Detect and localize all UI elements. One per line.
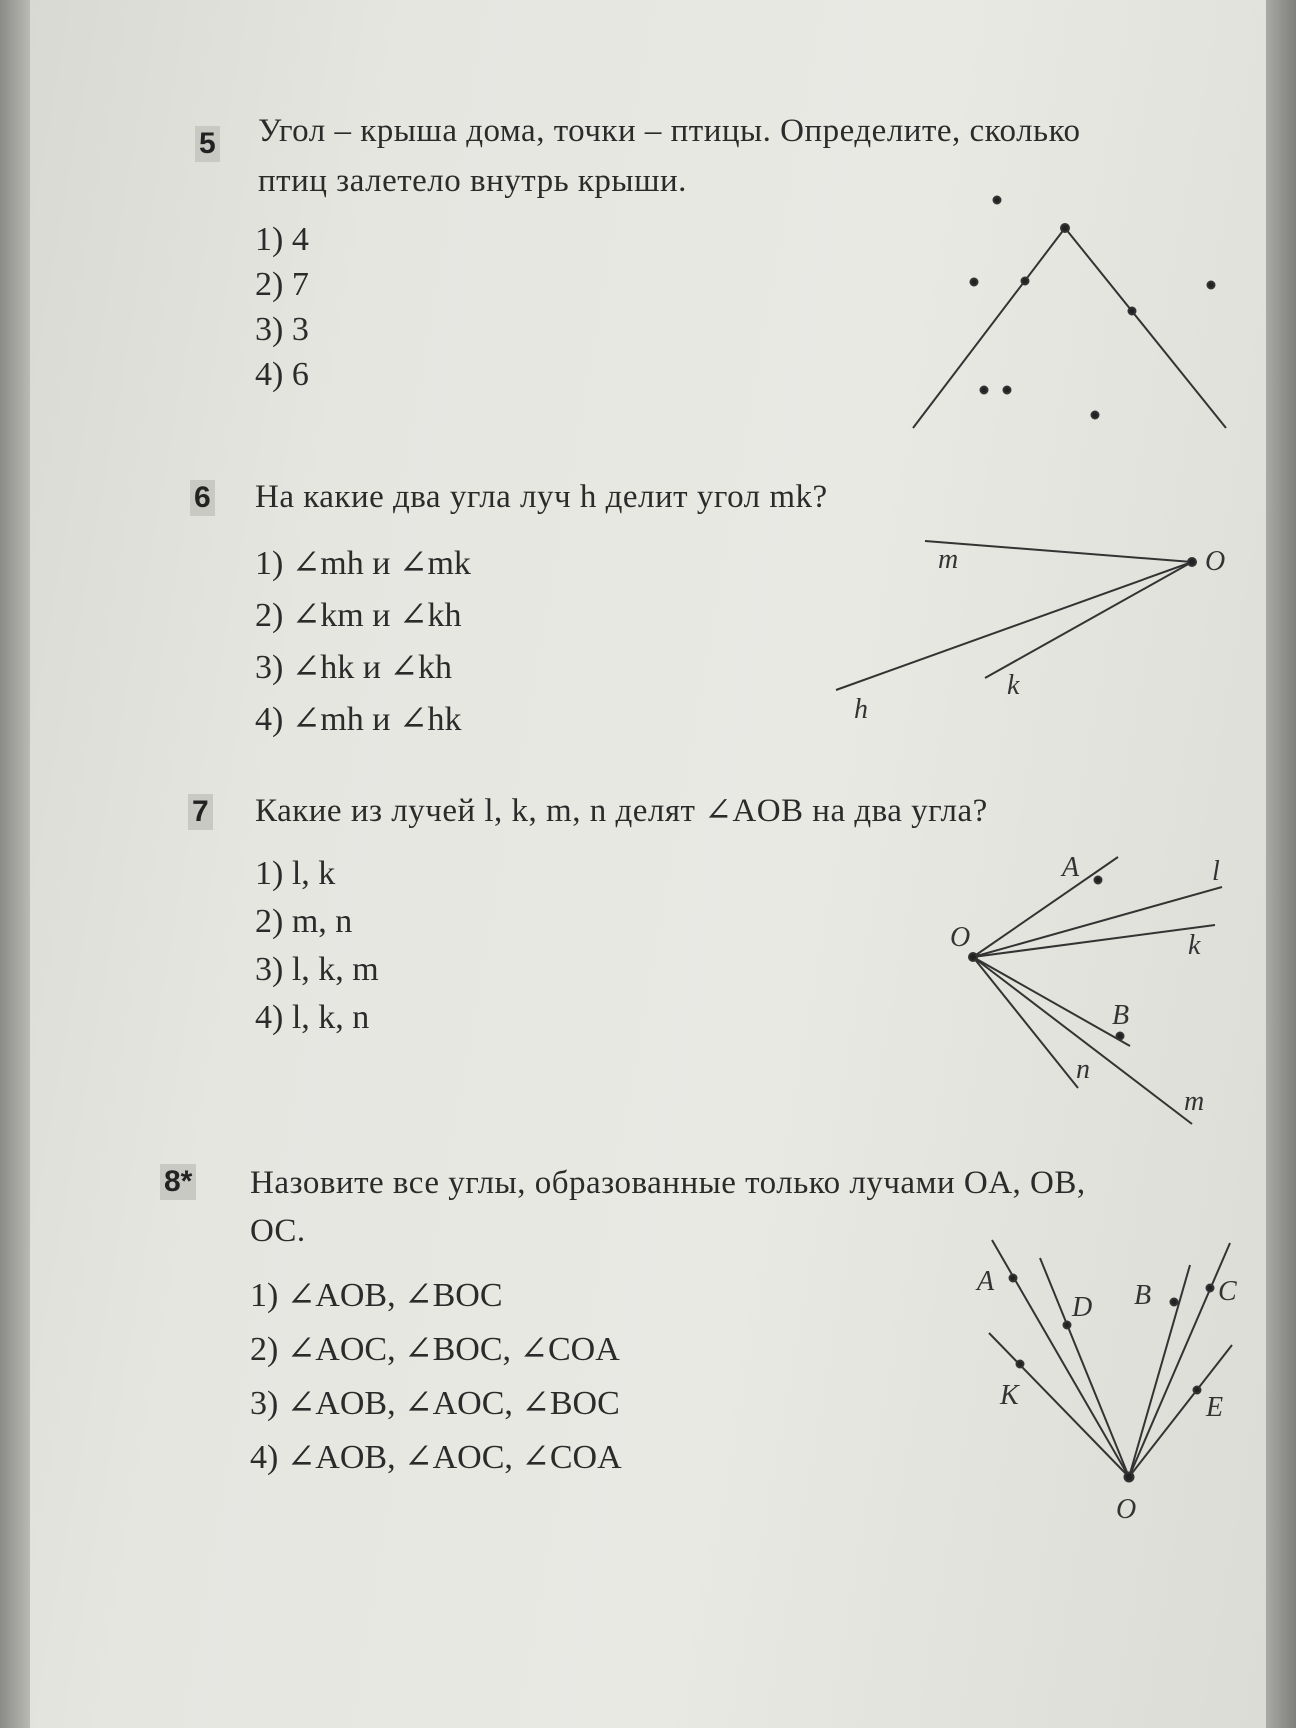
option-4: 4) l, k, n	[255, 999, 370, 1036]
ray-m	[973, 957, 1192, 1124]
bird-dot	[971, 279, 978, 286]
ray-k	[985, 562, 1192, 678]
point-b	[1117, 1033, 1124, 1040]
option-1: 1) 4	[255, 221, 309, 258]
ray-oc	[1129, 1243, 1230, 1477]
label-k: k	[1188, 930, 1201, 961]
angle-mk-figure	[836, 541, 1225, 725]
vertex-o	[969, 953, 977, 961]
point-a	[1010, 1275, 1017, 1282]
ray-od	[1040, 1258, 1129, 1477]
label-m: m	[1184, 1086, 1205, 1117]
point-c	[1207, 1285, 1214, 1292]
point-a	[1095, 877, 1102, 884]
option-4: 4) ∠mh и ∠hk	[255, 701, 462, 738]
rays-from-o-figure	[975, 1240, 1237, 1525]
label-k: k	[1007, 670, 1020, 701]
label-h: h	[854, 694, 868, 725]
roof-figure	[913, 197, 1226, 429]
question-text-cont: OC.	[250, 1213, 306, 1249]
option-4: 4) 6	[255, 356, 309, 393]
label-m: m	[938, 544, 959, 575]
option-1: 1) ∠mh и ∠mk	[255, 545, 471, 582]
point-e	[1194, 1387, 1201, 1394]
task-number: 6	[190, 480, 215, 516]
label-e: E	[1206, 1392, 1224, 1423]
roof-ray-right	[1065, 228, 1226, 428]
ray-m	[925, 541, 1192, 562]
ray-n	[973, 957, 1078, 1088]
label-d: D	[1072, 1292, 1093, 1323]
ray-ob	[973, 957, 1130, 1046]
ray-k	[973, 925, 1215, 957]
label-o: O	[950, 922, 971, 953]
label-n: n	[1076, 1054, 1090, 1085]
option-1: 1) l, k	[255, 855, 336, 892]
option-3: 3) l, k, m	[255, 951, 379, 988]
label-c: C	[1218, 1276, 1237, 1307]
label-a: A	[977, 1266, 995, 1297]
option-2: 2) ∠AOC, ∠BOC, ∠COA	[250, 1331, 620, 1368]
label-a: A	[1062, 852, 1080, 883]
label-o: O	[1205, 546, 1226, 577]
question-text: Угол – крыша дома, точки – птицы. Определите, сколько	[258, 113, 1081, 149]
option-3: 3) 3	[255, 311, 309, 348]
bird-dot	[981, 387, 988, 394]
ray-l	[973, 887, 1222, 957]
option-2: 2) m, n	[255, 903, 353, 940]
question-text: На какие два угла луч h делит угол mk?	[255, 479, 828, 515]
option-3: 3) ∠AOB, ∠AOC, ∠BOC	[250, 1385, 620, 1422]
ray-oa	[973, 857, 1118, 957]
vertex-o	[1188, 558, 1196, 566]
point-b	[1171, 1299, 1178, 1306]
option-3: 3) ∠hk и ∠kh	[255, 649, 452, 686]
option-2: 2) 7	[255, 266, 309, 303]
label-b: B	[1134, 1280, 1152, 1311]
question-text: Какие из лучей l, k, m, n делят ∠AOB на два угла?	[255, 793, 988, 829]
angle-aob-figure	[950, 852, 1222, 1124]
option-4: 4) ∠AOB, ∠AOC, ∠COA	[250, 1439, 622, 1476]
task-number: 8*	[160, 1164, 196, 1200]
option-2: 2) ∠km и ∠kh	[255, 597, 462, 634]
question-text: Назовите все углы, образованные только лучами OA, OB,	[250, 1165, 1086, 1201]
bird-dot	[1004, 387, 1011, 394]
label-o: O	[1116, 1494, 1137, 1525]
task-number: 7	[188, 794, 213, 830]
vertex-o	[1125, 1473, 1134, 1482]
bird-dot	[994, 197, 1001, 204]
question-text-cont: птиц залетело внутрь крыши.	[258, 163, 687, 199]
option-1: 1) ∠AOB, ∠BOC	[250, 1277, 503, 1314]
bird-dot	[1208, 282, 1215, 289]
task-number: 5	[195, 126, 220, 162]
roof-ray-left	[913, 228, 1065, 428]
label-k: K	[1000, 1380, 1019, 1411]
bird-dot	[1022, 278, 1029, 285]
label-l: l	[1212, 856, 1220, 887]
point-d	[1064, 1322, 1071, 1329]
label-b: B	[1112, 1000, 1130, 1031]
bird-dot	[1129, 308, 1136, 315]
bird-dot	[1092, 412, 1099, 419]
roof-vertex	[1061, 224, 1069, 232]
point-k	[1017, 1361, 1024, 1368]
